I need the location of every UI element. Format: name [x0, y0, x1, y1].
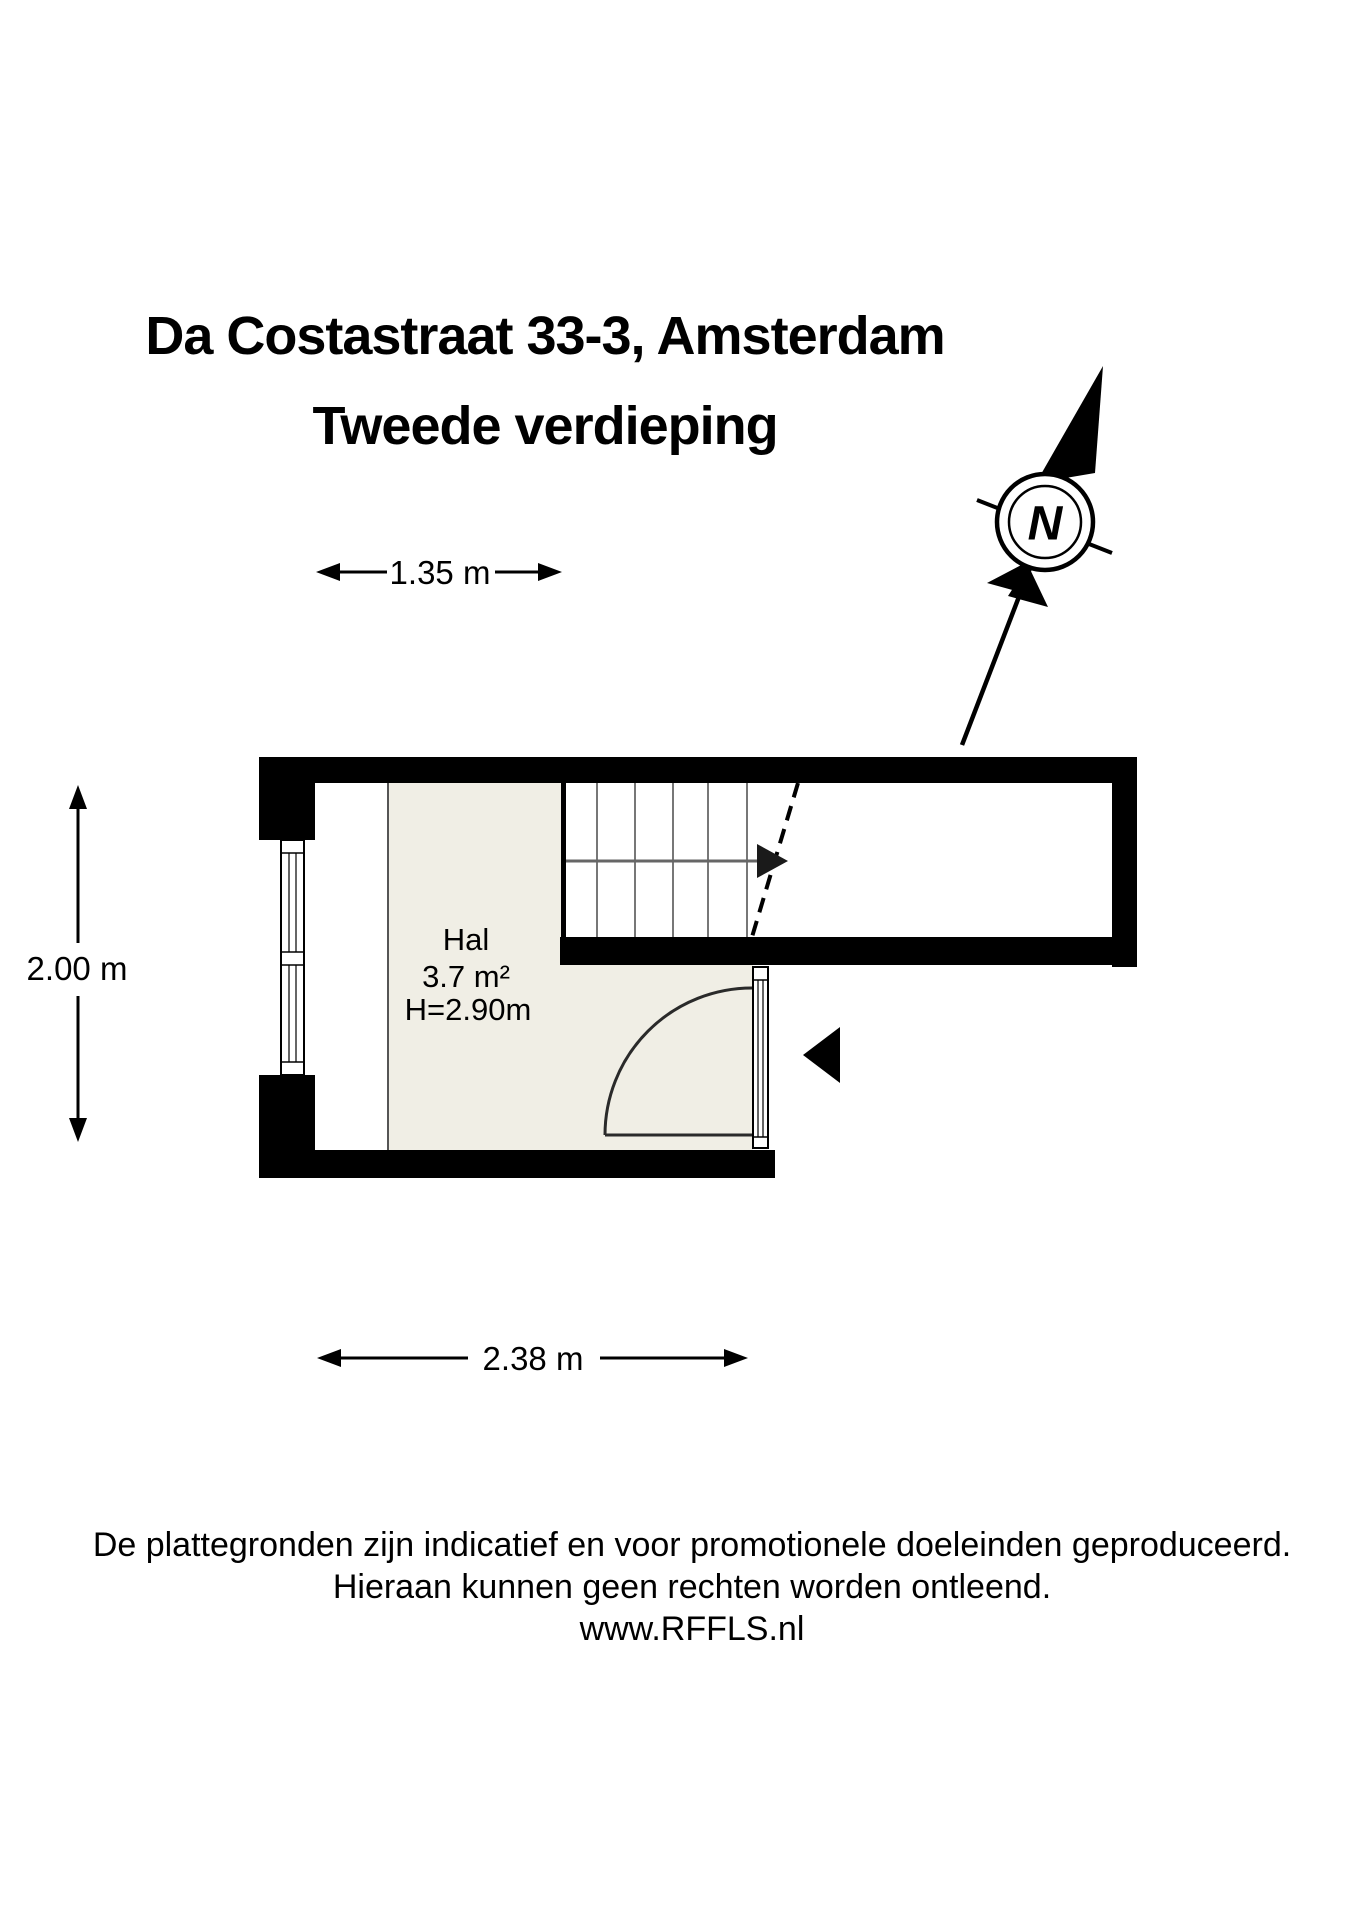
stair-direction-arrow-icon: [757, 844, 788, 878]
dimension-top-label: 1.35 m: [389, 554, 491, 591]
wall-left-upper: [259, 783, 315, 840]
dimension-left: [27, 785, 128, 1142]
dimension-top-right-arrow-icon: [538, 563, 562, 581]
dimension-bottom-label: 2.38 m: [482, 1340, 584, 1377]
dimension-left-down-arrow-icon: [69, 1118, 87, 1142]
entry-arrow-icon: [803, 1027, 840, 1083]
room-area-label: 3.7 m²: [422, 959, 510, 994]
wall-stair-bottom: [560, 937, 1137, 965]
compass-north-label: N: [1027, 497, 1063, 551]
room-ceiling-height-label: H=2.90m: [404, 992, 532, 1027]
stair-left-edge: [561, 783, 566, 938]
dimension-bottom-right-arrow-icon: [724, 1349, 748, 1367]
door-frame: [753, 967, 768, 1148]
compass-north-needle: [1036, 366, 1103, 483]
disclaimer-line-1: De plattegronden zijn indicatief en voor promotionele doeleinden geproduceerd.: [92, 1526, 1292, 1564]
wall-right: [1112, 757, 1137, 967]
title-address: Da Costastraat 33-3, Amsterdam: [145, 306, 945, 366]
title-floor: Tweede verdieping: [312, 396, 778, 456]
window-symbol: [281, 840, 304, 1075]
room-name-label: Hal: [442, 922, 490, 957]
wall-bottom: [259, 1150, 775, 1178]
floor-plan: [259, 757, 1137, 1178]
staircase: [561, 783, 798, 938]
dimension-left-label: 2.00 m: [26, 950, 128, 987]
dimension-bottom: [317, 1340, 748, 1377]
dimension-top: [316, 554, 562, 591]
north-compass-icon: [962, 366, 1112, 745]
wall-left-lower: [259, 1075, 315, 1150]
disclaimer-footer: [13, 1524, 1358, 1650]
website-label: www.RFFLS.nl: [579, 1610, 805, 1648]
wall-top: [259, 757, 1137, 783]
disclaimer-line-2: Hieraan kunnen geen rechten worden ontleend.: [332, 1568, 1052, 1606]
